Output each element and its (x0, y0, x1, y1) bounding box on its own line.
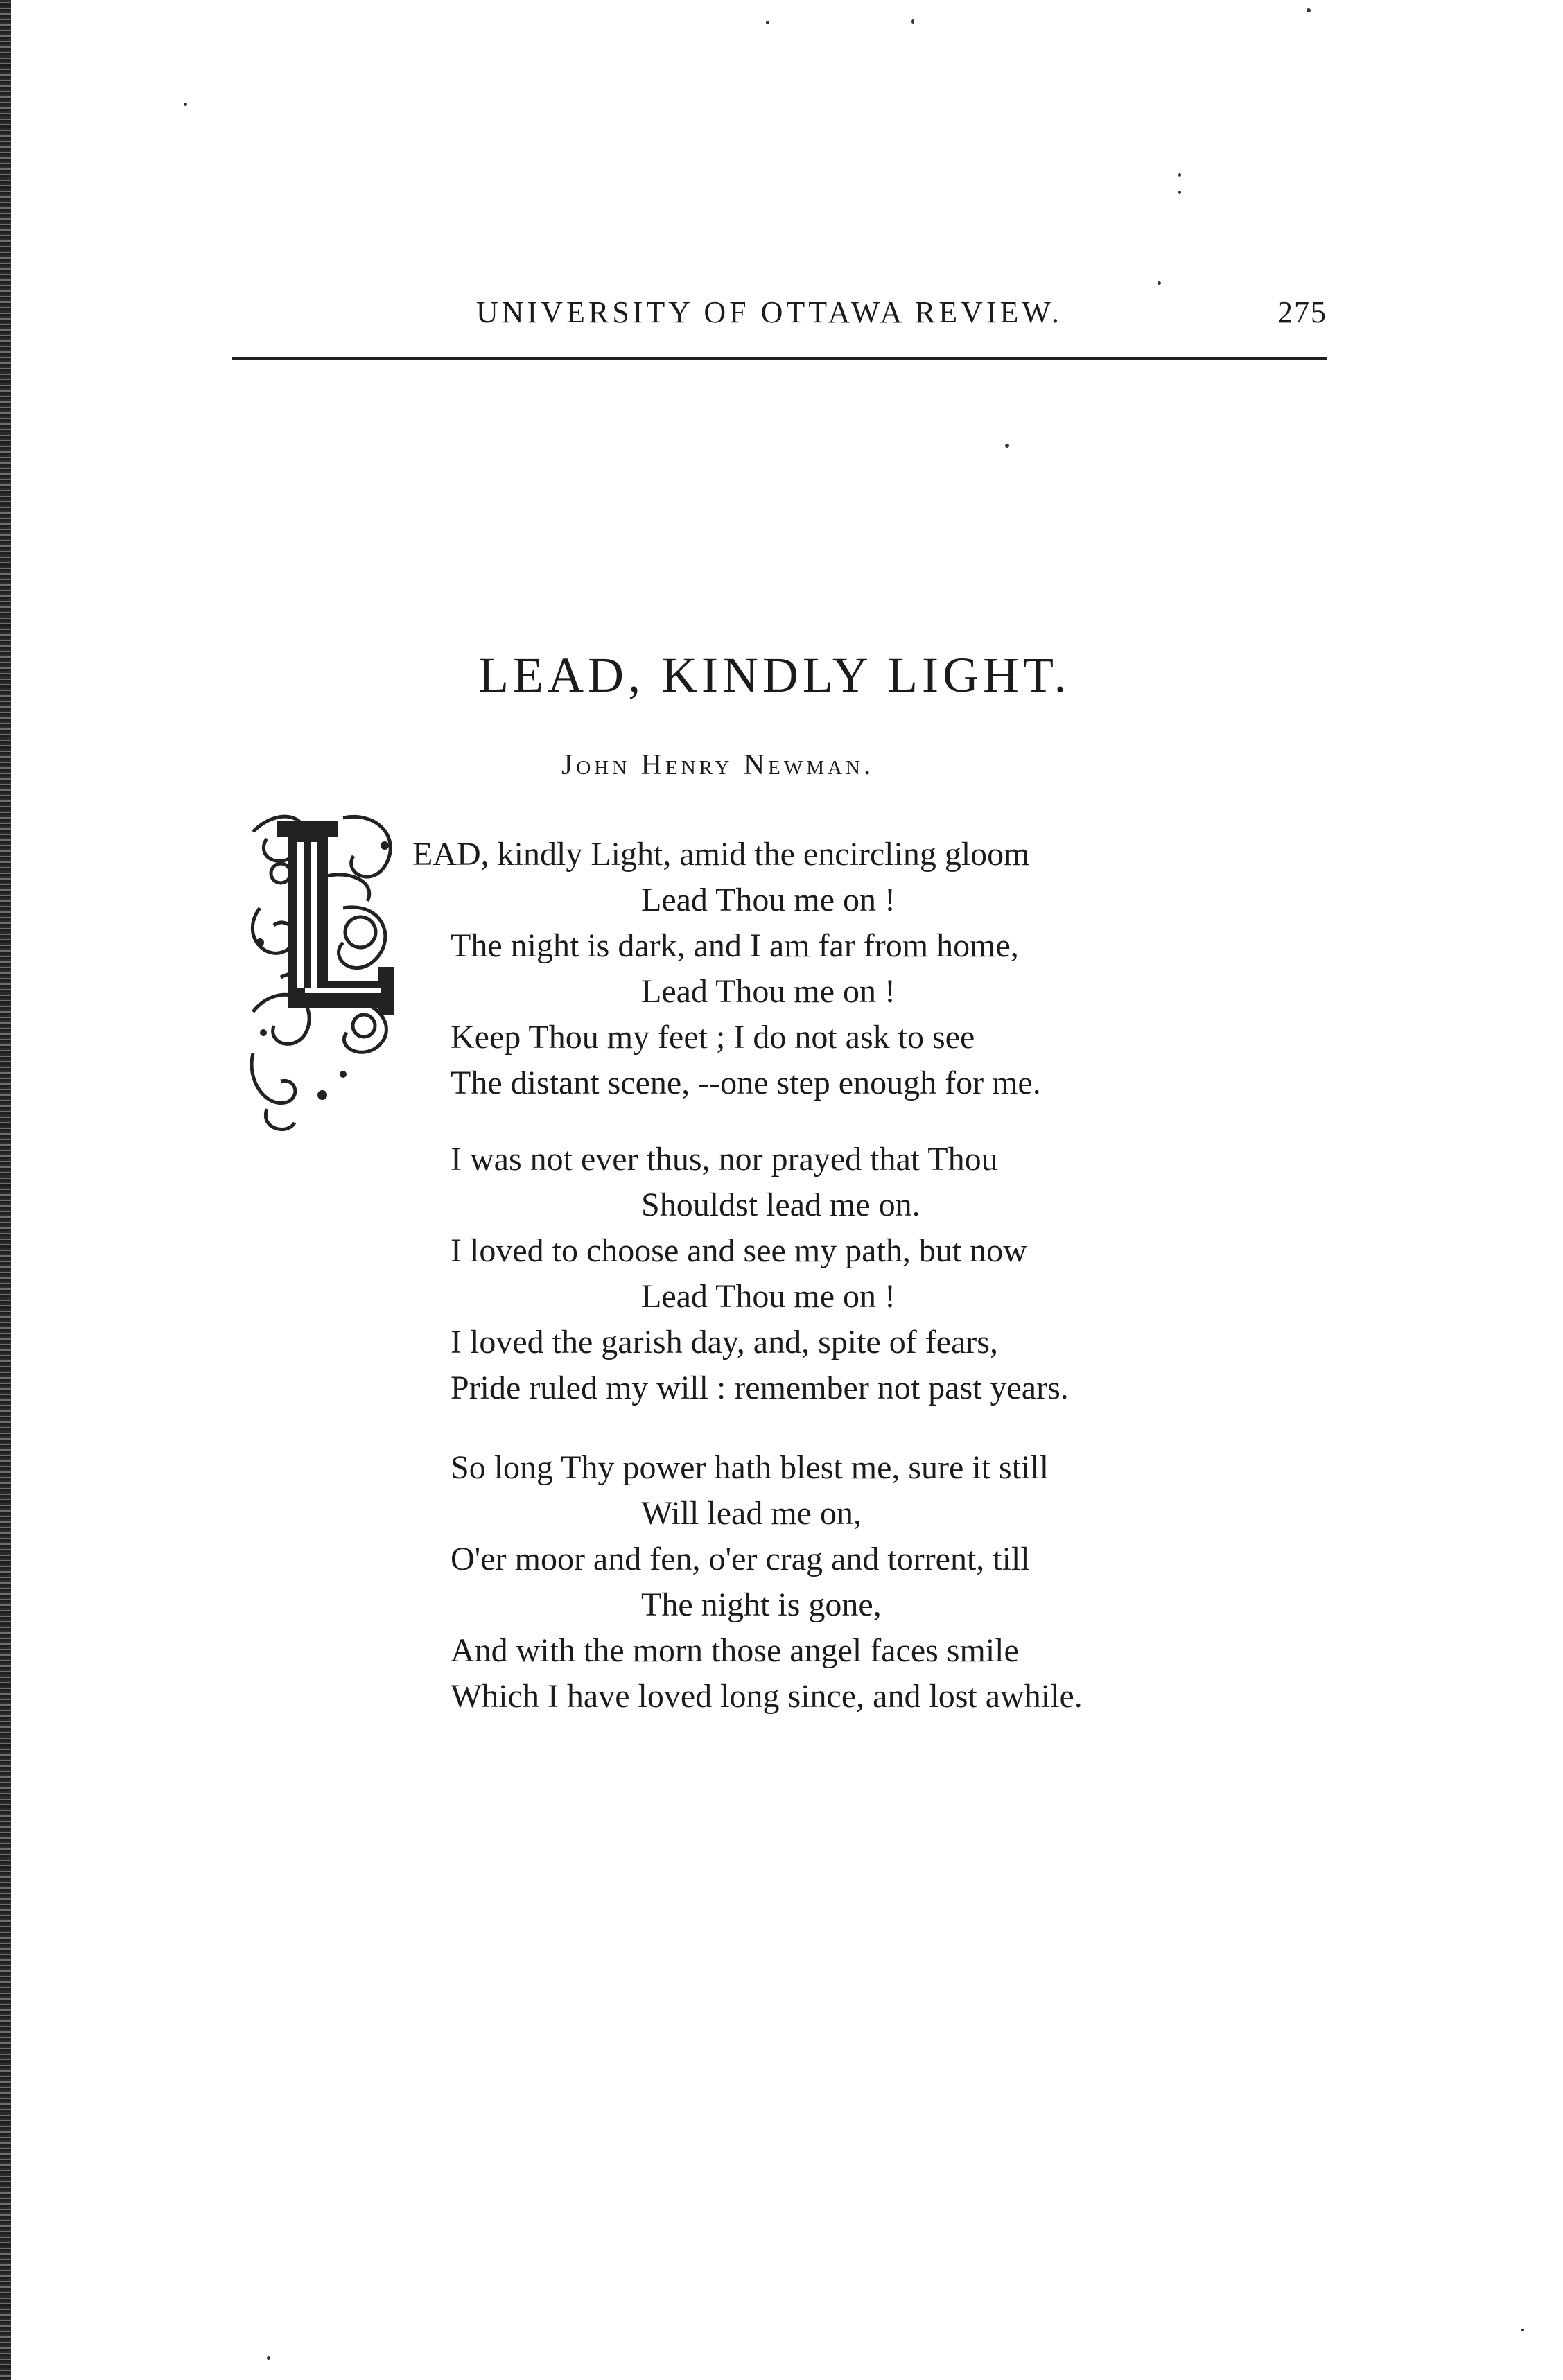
scan-speck (766, 21, 769, 24)
poem-line: The night is gone, (641, 1586, 882, 1623)
page-number: 275 (1277, 295, 1327, 329)
scan-speck (1005, 444, 1009, 448)
scan-speck (184, 103, 187, 106)
running-head (232, 295, 1327, 343)
scan-speck (1178, 191, 1181, 194)
poem-line: Lead Thou me on ! (641, 1278, 896, 1315)
poem-line: I loved to choose and see my path, but now (451, 1232, 1027, 1269)
running-title: UNIVERSITY OF OTTAWA REVIEW. (476, 295, 1063, 329)
poem-body (412, 832, 1313, 1747)
poem-line: Shouldst lead me on. (641, 1187, 920, 1223)
poem-author: John Henry Newman. (561, 749, 875, 781)
poem-line: Pride ruled my will : remember not past years. (451, 1370, 1069, 1406)
ornamental-drop-cap (239, 804, 405, 1137)
poem-line: Keep Thou my feet ; I do not ask to see (451, 1019, 975, 1056)
poem-line: I was not ever thus, nor prayed that Thou (451, 1141, 998, 1178)
scan-speck (1521, 2329, 1524, 2331)
poem-line: So long Thy power hath blest me, sure it still (451, 1449, 1049, 1486)
poem-line: The night is dark, and I am far from home, (451, 927, 1019, 964)
scan-speck (267, 2356, 270, 2360)
drop-cap-ornament-icon (239, 804, 405, 1137)
poem-line: I loved the garish day, and, spite of fears, (451, 1324, 998, 1360)
poem-line: EAD, kindly Light, amid the encircling gloom (412, 836, 1030, 873)
header-rule (232, 357, 1327, 360)
poem-line: Which I have loved long since, and lost awhile. (451, 1678, 1083, 1715)
scan-speck (1178, 173, 1181, 177)
scan-speck (1307, 8, 1311, 12)
poem-line: Lead Thou me on ! (641, 882, 896, 918)
poem-line: And with the morn those angel faces smile (451, 1632, 1019, 1669)
poem-title: LEAD, KINDLY LIGHT. (478, 647, 1071, 703)
scan-speck (911, 19, 914, 24)
poem-line: O'er moor and fen, o'er crag and torrent, till (451, 1541, 1030, 1577)
poem-line: The distant scene, --one step enough for me. (451, 1065, 1041, 1101)
poem-line: Lead Thou me on ! (641, 973, 896, 1010)
binding-edge (0, 0, 11, 2380)
scan-speck (1158, 281, 1161, 285)
poem-line: Will lead me on, (641, 1495, 862, 1532)
